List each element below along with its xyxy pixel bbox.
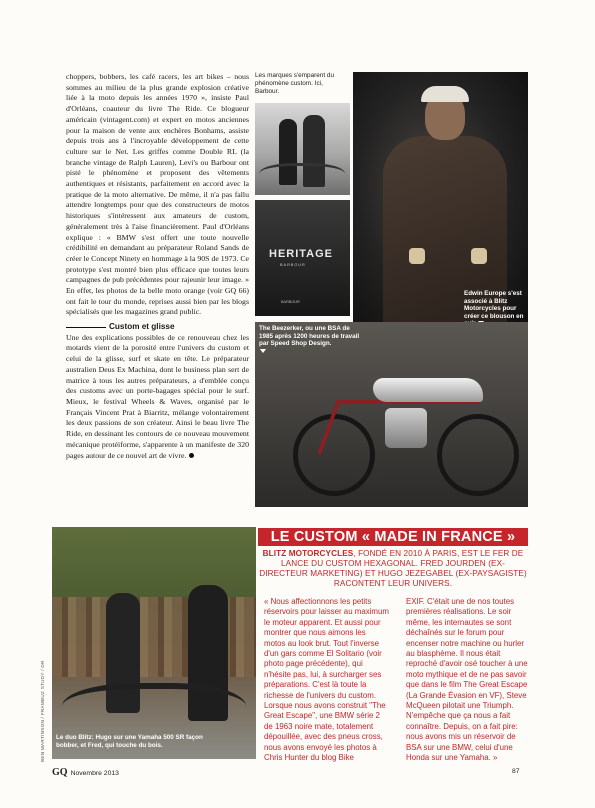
photo-blitz-duo (52, 527, 256, 759)
photo-cap (421, 86, 469, 102)
gq-logo: GQ (52, 767, 68, 778)
box-column-1 (264, 597, 389, 764)
photo-motorbike (259, 163, 345, 190)
photo-barbour-heritage (255, 200, 350, 316)
footer-date: Novembre 2013 (70, 770, 119, 777)
subheading-rule (66, 327, 106, 328)
box-column-2 (406, 597, 531, 764)
caption-brands: Les marques s'emparent du phénomène custom. Ici, Barbour. (255, 72, 335, 95)
footer-folio (52, 767, 119, 778)
caption-beezerker: The Beezerker, ou une BSA de 1985 après 1200 heures de travail par Speed Shop Design. (259, 325, 365, 355)
heritage-logo-sub: BARBOUR (280, 263, 306, 267)
end-mark-icon (189, 453, 194, 458)
photo-glove (471, 248, 487, 264)
photo-motorbike (62, 683, 246, 741)
caption-arrow-icon (260, 349, 266, 353)
body-paragraph: choppers, bobbers, les café racers, les art bikes – nous sommes au milieu de la plus grande explosion créative liée à la moto depuis les années 1970 », insiste Paul d'Orléans, coauteur du livre The Ride. Ce blogueur américain (vintagent.com) et expert en motos anciennes pour la maison de vente aux enchères Bonhams, assiste depuis trois ans à l'incroyable développement de cette culture sur le Net. Les griffes comme Double RL (la branche vintage de Ralph Lauren), Levi's ou Barbour ont pisté le phénomène et proposent des vêtements authentiques et résistants, parfaitement en accord avec la pratique de la moto alternative. De même, il n'a pas fallu attendre longtemps pour que des constructeurs de motos historiques s'intéressent aux amateurs de custom, généralement très à l'aise financièrement. Paul d'Orléans explique : « BMW s'est offert une toute nouvelle crédibilité en demandant au préparateur Roland Sands de créer le Concept Ninety en hommage à la 90S de 1973. Ce prototype s'est montré bien plus efficace que toutes leurs campagnes de pub précédentes pour rajeunir leur image. » En effet, les photos de la belle moto orange (voir GQ 66) ont fait le tour du monde, reprises aussi bien par les blogs spécialisés que les magazines grand public. (66, 72, 249, 317)
photo-engine (385, 408, 427, 448)
box-paragraph: « Nous affectionnons les petits réservoirs pour laisser au maximum le moteur apparent. Et aussi pour montrer que nous aimons les motos au look brut. Tout l'inverse d'un gars comme El Solitario (voir photo page précédente), qui n'hésite pas, lui, à surcharger ses préparations. C'est là toute la richesse de l'univers du custom. Lorsque nous avons construit "The Great Escape", une BMW série 2 de 1963 noire mate, totalement dépouillée, avec des pneus cross, nous avons envoyé les photos à Chris Hunter du blog Bike (264, 597, 389, 763)
box-intro (258, 549, 528, 589)
body-column-left (66, 72, 249, 461)
photo-barbour-models (255, 103, 350, 195)
box-paragraph: EXIF. C'était une de nos toutes premières réalisations. Le soir même, les internautes se sont déchaînés sur le forum pour encenser notre machine ou hurler au blasphème. Il nous était reproché d'avoir osé toucher à une moto mythique et de ne pas savoir que dans le film The Great Escape (La Grande Évasion en VF), Steve McQueen pilotait une Triumph. N'empêche que ça nous a fait connaître. Depuis, on a fait pire: nous avons mis un réservoir de BSA sur une BMW, celui d'une Honda sur une Yamaha. » (406, 597, 528, 763)
heritage-logo-text: HERITAGE (269, 248, 334, 260)
photo-credit: BEN MARTINSON / FRAMBUZ STUDY / DR (40, 660, 45, 762)
heritage-tag: BARBOUR (281, 300, 300, 304)
box-banner-title: LE CUSTOM « MADE IN FRANCE » (258, 528, 528, 546)
subheading: Custom et glisse (66, 322, 249, 333)
body-paragraph: Une des explications possibles de ce renouveau chez les motards vient de la porosité entre l'univers du custom et celui de la glisse, surf et skate en tête. Le préparateur australien Deus Ex Machina, dont le business plan sert de matrice à tous les autres préparateurs, a d'emblée conçu des customs avec un porte-bagages spécial pour le surf. Mieux, le festival Wheels & Waves, organisé par le Français Vincent Prat à Biarritz, mélange volontairement les deux passions de son créateur. Ainsi le beau livre The Ride, en dessinant les contours de ce nouveau mouvement mécanique protéiforme, s'apparente à un manifeste de 320 pages autour de ce nouvel art de vivre. (66, 332, 249, 460)
caption-edwin: Edwin Europe s'est associé à Blitz Motorcycles pour créer ce blouson en (464, 290, 526, 328)
photo-edwin-jacket (353, 72, 528, 322)
photo-tank (373, 378, 483, 402)
caption-blitz: Le duo Blitz: Hugo sur une Yamaha 500 SR façon bobber, et Fred, qui touche du bois. (56, 734, 203, 749)
box-intro-brand: BLITZ MOTORCYCLES (262, 549, 354, 558)
box-intro-text: , FONDÉ EN 2010 À PARIS, EST LE FER DE LANCE DU CUSTOM HEXAGONAL. FRED JOURDEN (EX-DIRECTEUR MARKETING) ET HUGO JEZEGABEL (EX-PAYSAGISTE) RACONTENT LEUR UNIVERS. (259, 549, 527, 588)
photo-glove (409, 248, 425, 264)
page-number: 87 (512, 768, 520, 775)
